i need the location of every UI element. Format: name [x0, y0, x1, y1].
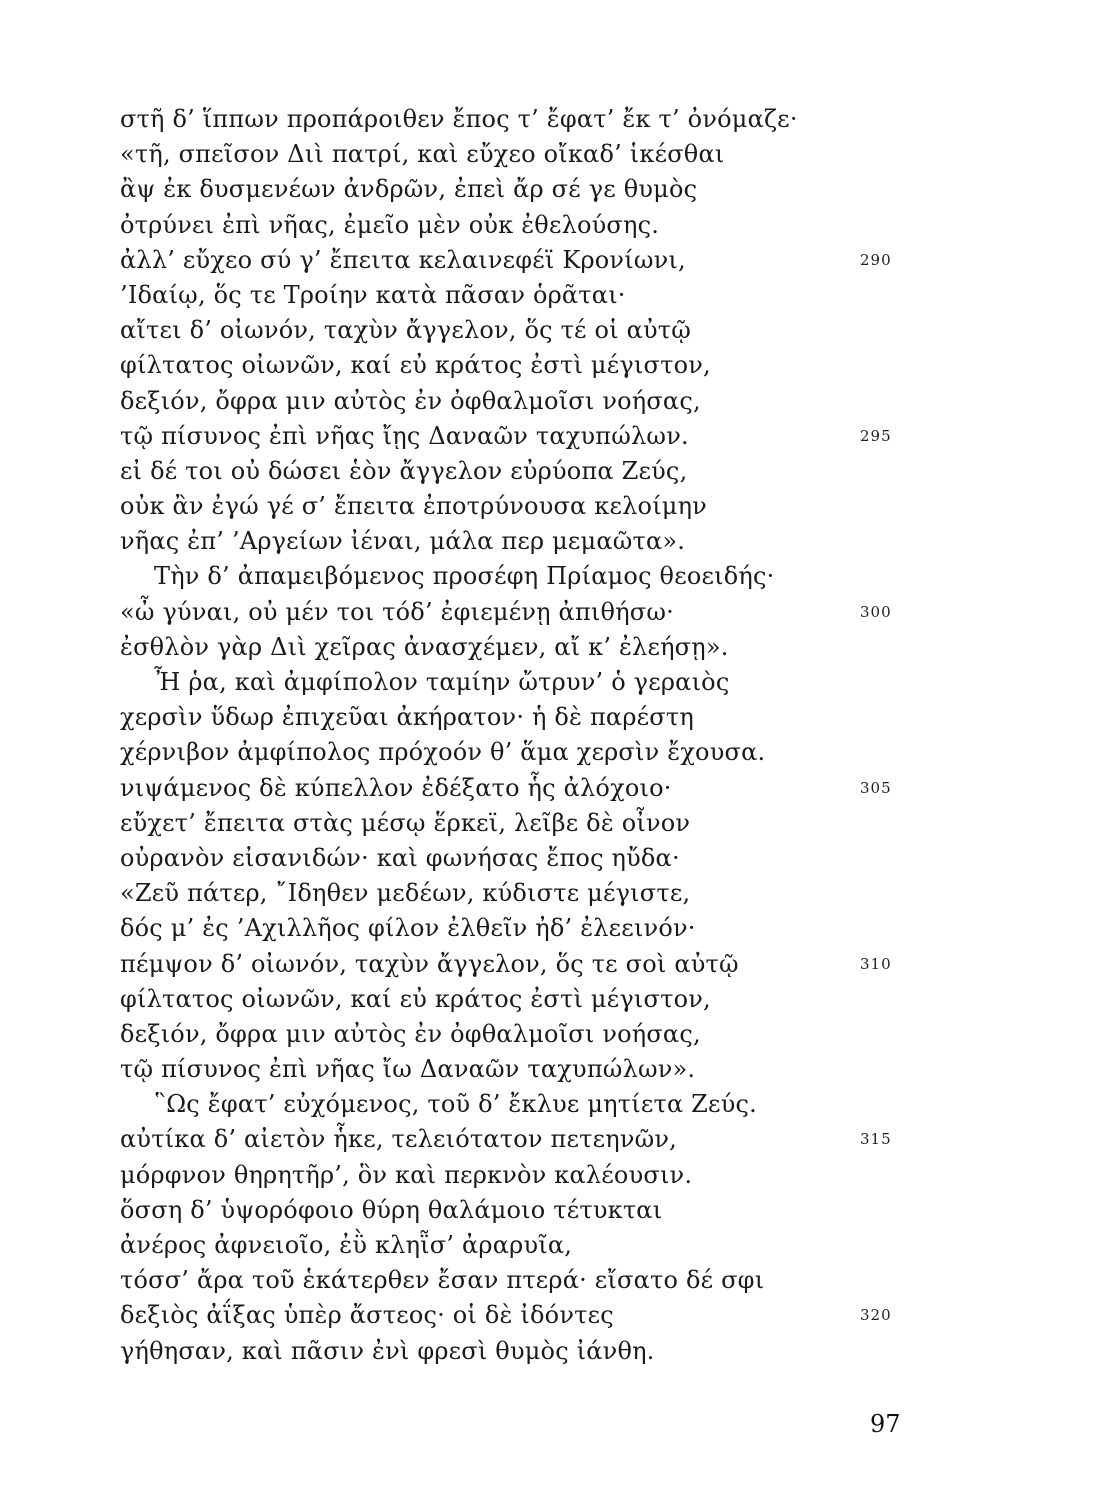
- line-number: 310: [860, 954, 892, 973]
- verse-text: δεξιόν, ὄφρα μιν αὐτὸς ἐν ὀφθαλμοῖσι νοήσας,: [120, 1019, 701, 1048]
- line-number: 305: [860, 778, 892, 797]
- verse-line: [120, 1263, 1020, 1298]
- verse-line: [120, 137, 1020, 172]
- verse-line: [120, 665, 1020, 700]
- verse-line: [120, 1228, 1020, 1263]
- verse-text: φίλτατος οἰωνῶν, καί εὐ κράτος ἐστὶ μέγιστον,: [120, 351, 711, 380]
- verse-line: [120, 1052, 1020, 1087]
- verse-text: Τὴν δ’ ἀπαμειβόμενος προσέφη Πρίαμος θεοειδής·: [154, 562, 775, 591]
- verse-line: [120, 278, 1020, 313]
- line-number: 295: [860, 426, 892, 445]
- verse-line: [120, 1193, 1020, 1228]
- verse-line: [120, 947, 1020, 982]
- verse-text: ἂψ ἐκ δυσμενέων ἀνδρῶν, ἐπεὶ ἄρ σέ γε θυμὸς: [120, 175, 698, 204]
- verse-line: [120, 841, 1020, 876]
- verse-line: [120, 208, 1020, 243]
- page-number: 97: [870, 1410, 901, 1438]
- verse-block: [120, 102, 1020, 1369]
- verse-line: [120, 102, 1020, 137]
- verse-text: χέρνιβον ἀμφίπολος πρόχοόν θ’ ἅμα χερσὶν ἔχουσα.: [120, 738, 766, 767]
- verse-line: [120, 1017, 1020, 1052]
- verse-line: [120, 559, 1020, 594]
- verse-text: «τῆ, σπεῖσον Διὶ πατρί, καὶ εὔχεο οἴκαδ’ ἱκέσθαι: [120, 140, 725, 169]
- verse-text: τῷ πίσυνος ἐπὶ νῆας ἴω Δαναῶν ταχυπώλων».: [120, 1055, 696, 1084]
- verse-text: δεξιὸς ἀΐξας ὑπὲρ ἄστεος· οἱ δὲ ἰδόντες: [120, 1301, 614, 1330]
- verse-line: [120, 1298, 1020, 1333]
- verse-line: [120, 348, 1020, 383]
- verse-text: αὐτίκα δ’ αἰετὸν ἧκε, τελειότατον πετεηνῶν,: [120, 1125, 678, 1154]
- verse-line: [120, 1087, 1020, 1122]
- verse-text: γήθησαν, καὶ πᾶσιν ἐνὶ φρεσὶ θυμὸς ἰάνθη.: [120, 1336, 655, 1365]
- verse-text: αἴτει δ’ οἰωνόν, ταχὺν ἄγγελον, ὅς τέ οἱ αὐτῷ: [120, 316, 692, 345]
- verse-line: [120, 1334, 1020, 1369]
- verse-line: [120, 454, 1020, 489]
- verse-line: [120, 172, 1020, 207]
- verse-text: δεξιόν, ὄφρα μιν αὐτὸς ἐν ὀφθαλμοῖσι νοήσας,: [120, 386, 701, 415]
- verse-text: «ὦ γύναι, οὐ μέν τοι τόδ’ ἐφιεμένῃ ἀπιθήσω·: [120, 597, 674, 626]
- verse-line: [120, 806, 1020, 841]
- verse-line: [120, 630, 1020, 665]
- verse-text: εὔχετ’ ἔπειτα στὰς μέσῳ ἕρκεϊ, λεῖβε δὲ οἶνον: [120, 808, 691, 837]
- verse-text: χερσὶν ὕδωρ ἐπιχεῦαι ἀκήρατον· ἡ δὲ παρέστη: [120, 703, 694, 732]
- verse-text: οὐρανὸν εἰσανιδών· καὶ φωνήσας ἔπος ηὔδα·: [120, 843, 680, 872]
- verse-line: [120, 700, 1020, 735]
- verse-text: εἰ δέ τοι οὐ δώσει ἑὸν ἄγγελον εὐρύοπα Ζεύς,: [120, 456, 688, 485]
- verse-line: [120, 1158, 1020, 1193]
- verse-text: πέμψον δ’ οἰωνόν, ταχὺν ἄγγελον, ὅς τε σοὶ αὐτῷ: [120, 949, 739, 978]
- verse-text: δός μ’ ἐς ’Αχιλλῆος φίλον ἐλθεῖν ἠδ’ ἐλεεινόν·: [120, 914, 696, 943]
- verse-text: ῝Ως ἔφατ’ εὐχόμενος, τοῦ δ’ ἔκλυε μητίετα Ζεύς.: [154, 1090, 757, 1119]
- verse-text: «Ζεῦ πάτερ, ῎Ιδηθεν μεδέων, κύδιστε μέγιστε,: [120, 879, 691, 908]
- verse-line: [120, 771, 1020, 806]
- verse-text: νῆας ἐπ’ ’Αργείων ἰέναι, μάλα περ μεμαῶτα».: [120, 527, 686, 556]
- verse-line: [120, 313, 1020, 348]
- verse-text: ὅσση δ’ ὑψορόφοιο θύρη θαλάμοιο τέτυκται: [120, 1195, 663, 1224]
- verse-text: ἀλλ’ εὔχεο σύ γ’ ἔπειτα κελαινεφέϊ Κρονίωνι,: [120, 245, 686, 274]
- verse-line: [120, 876, 1020, 911]
- verse-text: ἐσθλὸν γὰρ Διὶ χεῖρας ἀνασχέμεν, αἴ κ’ ἐλεήσῃ».: [120, 632, 729, 661]
- verse-line: [120, 384, 1020, 419]
- verse-line: [120, 735, 1020, 770]
- verse-text: ὀτρύνει ἐπὶ νῆας, ἐμεῖο μὲν οὐκ ἐθελούσης.: [120, 210, 660, 239]
- verse-text: ’Ιδαίῳ, ὅς τε Τροίην κατὰ πᾶσαν ὁρᾶται·: [120, 280, 626, 309]
- verse-text: στῆ δ’ ἵππων προπάροιθεν ἔπος τ’ ἔφατ’ ἔκ τ’ ὀνόμαζε·: [120, 105, 798, 133]
- verse-line: [120, 1122, 1020, 1157]
- line-number: 315: [860, 1130, 892, 1149]
- verse-line: [120, 911, 1020, 946]
- verse-line: [120, 243, 1020, 278]
- verse-text: Ἦ ῥα, καὶ ἀμφίπολον ταμίην ὤτρυν’ ὁ γεραιὸς: [154, 668, 730, 696]
- verse-line: [120, 489, 1020, 524]
- verse-text: μόρφνον θηρητῆρ’, ὃν καὶ περκνὸν καλέουσιν.: [120, 1160, 693, 1189]
- verse-line: [120, 595, 1020, 630]
- line-number: 320: [860, 1306, 892, 1325]
- verse-line: [120, 419, 1020, 454]
- verse-text: νιψάμενος δὲ κύπελλον ἐδέξατο ἧς ἀλόχοιο·: [120, 773, 672, 802]
- verse-text: οὐκ ἂν ἐγώ γέ σ’ ἔπειτα ἐποτρύνουσα κελοίμην: [120, 492, 707, 521]
- verse-text: φίλτατος οἰωνῶν, καί εὐ κράτος ἐστὶ μέγιστον,: [120, 984, 711, 1013]
- verse-text: ἀνέρος ἀφνειοῖο, ἐῢ κληῗσ’ ἀραρυῖα,: [120, 1231, 573, 1259]
- verse-line: [120, 982, 1020, 1017]
- verse-text: τῷ πίσυνος ἐπὶ νῆας ἴῃς Δαναῶν ταχυπώλων.: [120, 421, 689, 450]
- verse-line: [120, 524, 1020, 559]
- line-number: 300: [860, 602, 892, 621]
- verse-text: τόσσ’ ἄρα τοῦ ἑκάτερθεν ἔσαν πτερά· εἴσατο δέ σφι: [120, 1266, 765, 1295]
- line-number: 290: [860, 250, 892, 269]
